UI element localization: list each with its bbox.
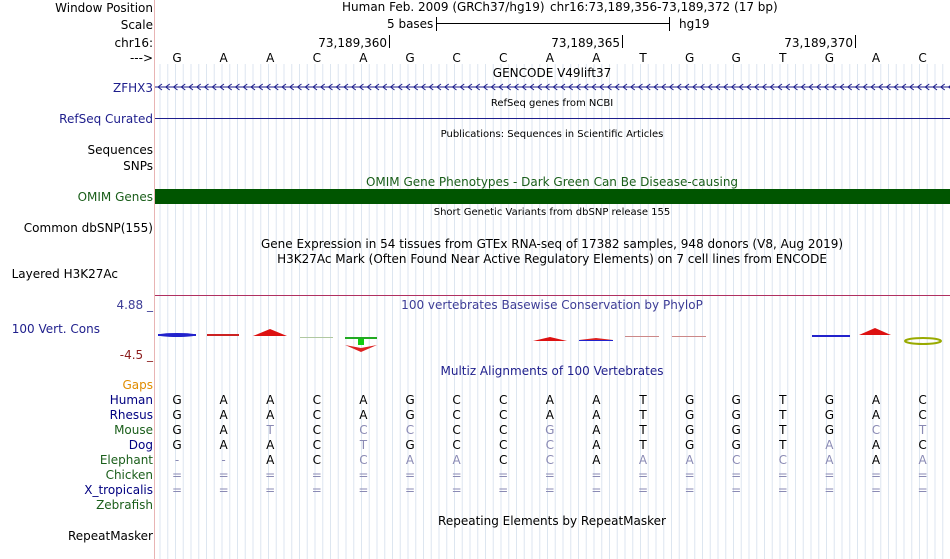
alignment-base: A (219, 438, 228, 452)
position-tick-3 (855, 35, 856, 48)
reference-base: C (312, 51, 321, 65)
h3k27ac-track-label[interactable]: Layered H3K27Ac (11, 267, 118, 281)
reference-base: A (871, 51, 881, 65)
alignment-base: C (778, 453, 787, 467)
alignment-base: A (359, 393, 368, 407)
alignment-base: = (777, 468, 788, 482)
conservation-logo-track[interactable] (155, 325, 950, 353)
alignment-base: G (172, 393, 182, 407)
scale-assembly: hg19 (679, 17, 710, 31)
species-label-mouse[interactable]: Mouse (114, 423, 153, 437)
alignment-base: T (639, 393, 647, 407)
alignment-base: G (684, 408, 695, 422)
alignment-base: A (545, 393, 554, 407)
gaps-label: Gaps (122, 378, 153, 392)
window-position-label: Window Position (55, 1, 153, 15)
alignment-base: C (498, 408, 508, 422)
alignment-base: = (731, 468, 742, 482)
alignment-base: = (870, 468, 882, 482)
alignment-base: = (544, 468, 555, 482)
repeatmasker-track-label[interactable]: RepeatMasker (67, 529, 153, 543)
alignment-base: = (591, 483, 602, 497)
alignment-base: C (731, 453, 741, 467)
alignment-base: G (405, 438, 415, 452)
alignment-base: A (266, 393, 275, 407)
position-label-2: 73,189,365 (551, 36, 620, 50)
reference-base: C (498, 51, 508, 65)
alignment-base: = (265, 468, 276, 482)
alignment-base: C (498, 453, 508, 467)
alignment-base: T (779, 423, 787, 437)
alignment-base: A (825, 453, 834, 467)
alignment-base: T (359, 438, 368, 452)
chr-label: chr16: (114, 36, 153, 50)
species-label-human[interactable]: Human (109, 393, 153, 407)
position-tick-1 (389, 35, 390, 48)
alignment-base: A (871, 438, 881, 452)
alignment-base: A (871, 453, 881, 467)
alignment-base: = (544, 483, 555, 497)
alignment-base: = (917, 468, 928, 482)
alignment-base: G (684, 393, 695, 407)
alignment-base: A (545, 408, 554, 422)
multiz-track-title: Multiz Alignments of 100 Vertebrates (440, 364, 664, 378)
cons-mark-17 (905, 338, 941, 344)
publications-track-title: Publications: Sequences in Scientific Articles (440, 129, 664, 140)
species-label-chicken[interactable]: Chicken (105, 468, 153, 482)
cons-mark-5 (345, 337, 377, 352)
cons-mark-10 (579, 338, 613, 341)
alignment-base: A (266, 408, 275, 422)
alignment-base: C (312, 453, 321, 467)
alignment-base: C (498, 393, 508, 407)
alignment-base: C (312, 438, 321, 452)
cons-mark-4 (300, 337, 333, 338)
alignment-base: = (265, 483, 276, 497)
alignment-base: A (219, 408, 228, 422)
zfhx3-gene-model[interactable] (155, 80, 950, 94)
alignment-base: A (685, 453, 694, 467)
alignment-base: = (451, 483, 462, 497)
refseq-track-title: RefSeq genes from NCBI (490, 98, 614, 109)
reference-base: G (405, 51, 415, 65)
alignment-base: T (779, 408, 787, 422)
alignment-base: C (452, 393, 461, 407)
alignment-base: G (405, 408, 415, 422)
alignment-base: T (639, 438, 647, 452)
alignment-base: C (452, 438, 461, 452)
position-tick-2 (622, 35, 623, 48)
refseq-gene-line[interactable] (155, 118, 950, 119)
alignment-base: A (452, 453, 461, 467)
reference-base: G (824, 51, 835, 65)
species-label-elephant[interactable]: Elephant (99, 453, 153, 467)
cons-mark-16 (859, 328, 891, 335)
scale-bar-left-tick (436, 17, 437, 31)
alignment-base: A (219, 393, 228, 407)
position-label-1: 73,189,360 (318, 36, 387, 50)
alignment-base: C (918, 408, 927, 422)
alignment-base: G (824, 423, 835, 437)
gencode-track-title: GENCODE V49lift37 (492, 66, 612, 80)
alignment-base: C (312, 423, 321, 437)
alignment-base: C (312, 408, 321, 422)
alignment-base: G (731, 438, 741, 452)
cons-mark-2 (207, 334, 239, 336)
reference-base: G (731, 51, 741, 65)
alignment-base: = (171, 468, 183, 482)
alignment-base: = (218, 468, 229, 482)
conservation-track-label[interactable]: 100 Vert. Cons (11, 322, 100, 336)
alignment-base: C (452, 423, 461, 437)
refseq-track-label[interactable]: RefSeq Curated (59, 112, 153, 126)
alignment-base: C (452, 408, 461, 422)
reference-base: G (684, 51, 695, 65)
alignment-base: A (592, 423, 601, 437)
alignment-base: A (592, 408, 601, 422)
alignment-base: A (871, 393, 881, 407)
reference-base: T (779, 51, 787, 65)
conservation-min-label: -4.5 _ (119, 348, 153, 362)
alignment-base: = (591, 468, 602, 482)
alignment-base: G (172, 408, 182, 422)
reference-base: C (452, 51, 461, 65)
cons-mark-12 (672, 336, 706, 337)
alignment-base: - (174, 453, 180, 467)
alignment-base: G (684, 438, 695, 452)
alignment-base: A (592, 453, 601, 467)
alignment-base: = (358, 483, 369, 497)
alignment-base: = (311, 468, 322, 482)
scale-label: Scale (120, 18, 153, 32)
reference-base: C (918, 51, 927, 65)
alignment-base: T (779, 438, 787, 452)
reference-base: A (545, 51, 554, 65)
alignment-base: G (684, 423, 695, 437)
cons-mark-9 (533, 337, 567, 341)
alignment-base: G (731, 423, 741, 437)
alignment-base: C (918, 393, 927, 407)
alignment-base: = (870, 483, 882, 497)
alignment-base: = (218, 483, 229, 497)
alignment-base: - (221, 453, 226, 467)
zfhx3-track-label[interactable]: ZFHX3 (112, 81, 153, 95)
species-label-dog[interactable]: Dog (128, 438, 153, 452)
alignment-base: G (731, 408, 741, 422)
alignment-base: A (266, 438, 275, 452)
alignment-base: A (918, 453, 927, 467)
alignment-base: C (545, 453, 554, 467)
alignment-base: T (266, 423, 274, 437)
cons-mark-1 (158, 333, 196, 337)
cons-mark-3 (253, 329, 287, 336)
alignment-base: = (358, 468, 369, 482)
reference-base: T (639, 51, 647, 65)
dbsnp-track-label[interactable]: Common dbSNP(155) (23, 221, 153, 235)
alignment-base: = (917, 483, 928, 497)
alignment-base: = (637, 468, 649, 482)
cons-mark-11 (625, 336, 659, 337)
species-label-rhesus[interactable]: Rhesus (109, 408, 153, 422)
reference-base: A (359, 51, 368, 65)
scale-bar (436, 23, 669, 24)
alignment-base: = (684, 483, 695, 497)
species-label-zebrafish[interactable]: Zebrafish (96, 498, 153, 512)
alignment-base: A (592, 393, 601, 407)
alignment-base: = (404, 468, 416, 482)
h3k27ac-track-title: H3K27Ac Mark (Often Found Near Active Regulatory Elements) on 7 cell lines from ENCODE (277, 252, 827, 266)
alignment-base: A (592, 438, 601, 452)
alignment-base: = (171, 483, 183, 497)
sequences-track-label[interactable]: Sequences (87, 143, 153, 157)
alignment-base: = (824, 468, 835, 482)
conservation-max-label: 4.88 _ (116, 298, 153, 312)
strand-arrow-label: ---> (129, 51, 153, 65)
position-label-3: 73,189,370 (784, 36, 853, 50)
alignment-base: A (359, 408, 368, 422)
alignment-base: A (638, 453, 648, 467)
alignment-base: = (451, 468, 462, 482)
alignment-base: A (871, 408, 881, 422)
alignment-base: C (871, 423, 881, 437)
omim-gene-bar[interactable] (155, 189, 950, 204)
alignment-base: = (684, 468, 695, 482)
conservation-track-title: 100 vertebrates Basewise Conservation by PhyloP (401, 298, 703, 312)
alignment-base: G (172, 438, 182, 452)
alignment-base: C (498, 423, 508, 437)
alignment-base: T (918, 423, 927, 437)
reference-base: A (592, 51, 601, 65)
omim-track-label[interactable]: OMIM Genes (77, 190, 153, 204)
alignment-base: A (405, 453, 415, 467)
alignment-base: C (359, 423, 368, 437)
reference-base: G (172, 51, 182, 65)
alignment-base: G (824, 408, 835, 422)
alignment-base: G (824, 393, 835, 407)
alignment-base: T (639, 408, 647, 422)
alignment-base: A (825, 438, 834, 452)
alignment-base: = (824, 483, 835, 497)
alignment-base: = (637, 483, 649, 497)
reference-base: A (266, 51, 275, 65)
alignment-base: = (731, 483, 742, 497)
alignment-base: G (405, 393, 415, 407)
alignment-base: = (777, 483, 788, 497)
alignment-base: A (219, 423, 228, 437)
alignment-base: C (498, 438, 508, 452)
scale-bases-text: 5 bases (387, 17, 434, 31)
alignment-base: G (731, 393, 741, 407)
snps-track-label[interactable]: SNPs (123, 159, 153, 173)
h3k27ac-signal-baseline (155, 295, 950, 296)
cons-mark-15 (812, 335, 850, 337)
alignment-base: = (498, 468, 509, 482)
alignment-base: = (311, 483, 322, 497)
alignment-base: C (405, 423, 415, 437)
alignment-base: C (545, 438, 554, 452)
omim-track-title: OMIM Gene Phenotypes - Dark Green Can Be Disease-causing (365, 175, 739, 189)
alignment-base: = (404, 483, 416, 497)
alignment-base: A (266, 453, 275, 467)
alignment-base: C (312, 393, 321, 407)
position-readout[interactable]: chr16:73,189,356-73,189,372 (17 bp) (550, 0, 778, 14)
repeatmasker-track-title: Repeating Elements by RepeatMasker (438, 514, 666, 528)
scale-bar-right-tick (669, 17, 670, 31)
dbsnp-track-title: Short Genetic Variants from dbSNP release 155 (433, 207, 671, 218)
alignment-base: C (359, 453, 368, 467)
species-label-x_tropicalis[interactable]: X_tropicalis (84, 483, 153, 497)
alignment-base: G (545, 423, 555, 437)
alignment-base: = (498, 483, 509, 497)
assembly-title: Human Feb. 2009 (GRCh37/hg19) (342, 0, 545, 14)
alignment-base: C (918, 438, 927, 452)
alignment-base: G (172, 423, 182, 437)
alignment-base: T (639, 423, 647, 437)
reference-base: A (219, 51, 228, 65)
gtex-track-title: Gene Expression in 54 tissues from GTEx RNA-seq of 17382 samples, 948 donors (V8, Aug 2019) (260, 237, 844, 251)
alignment-base: T (779, 393, 787, 407)
